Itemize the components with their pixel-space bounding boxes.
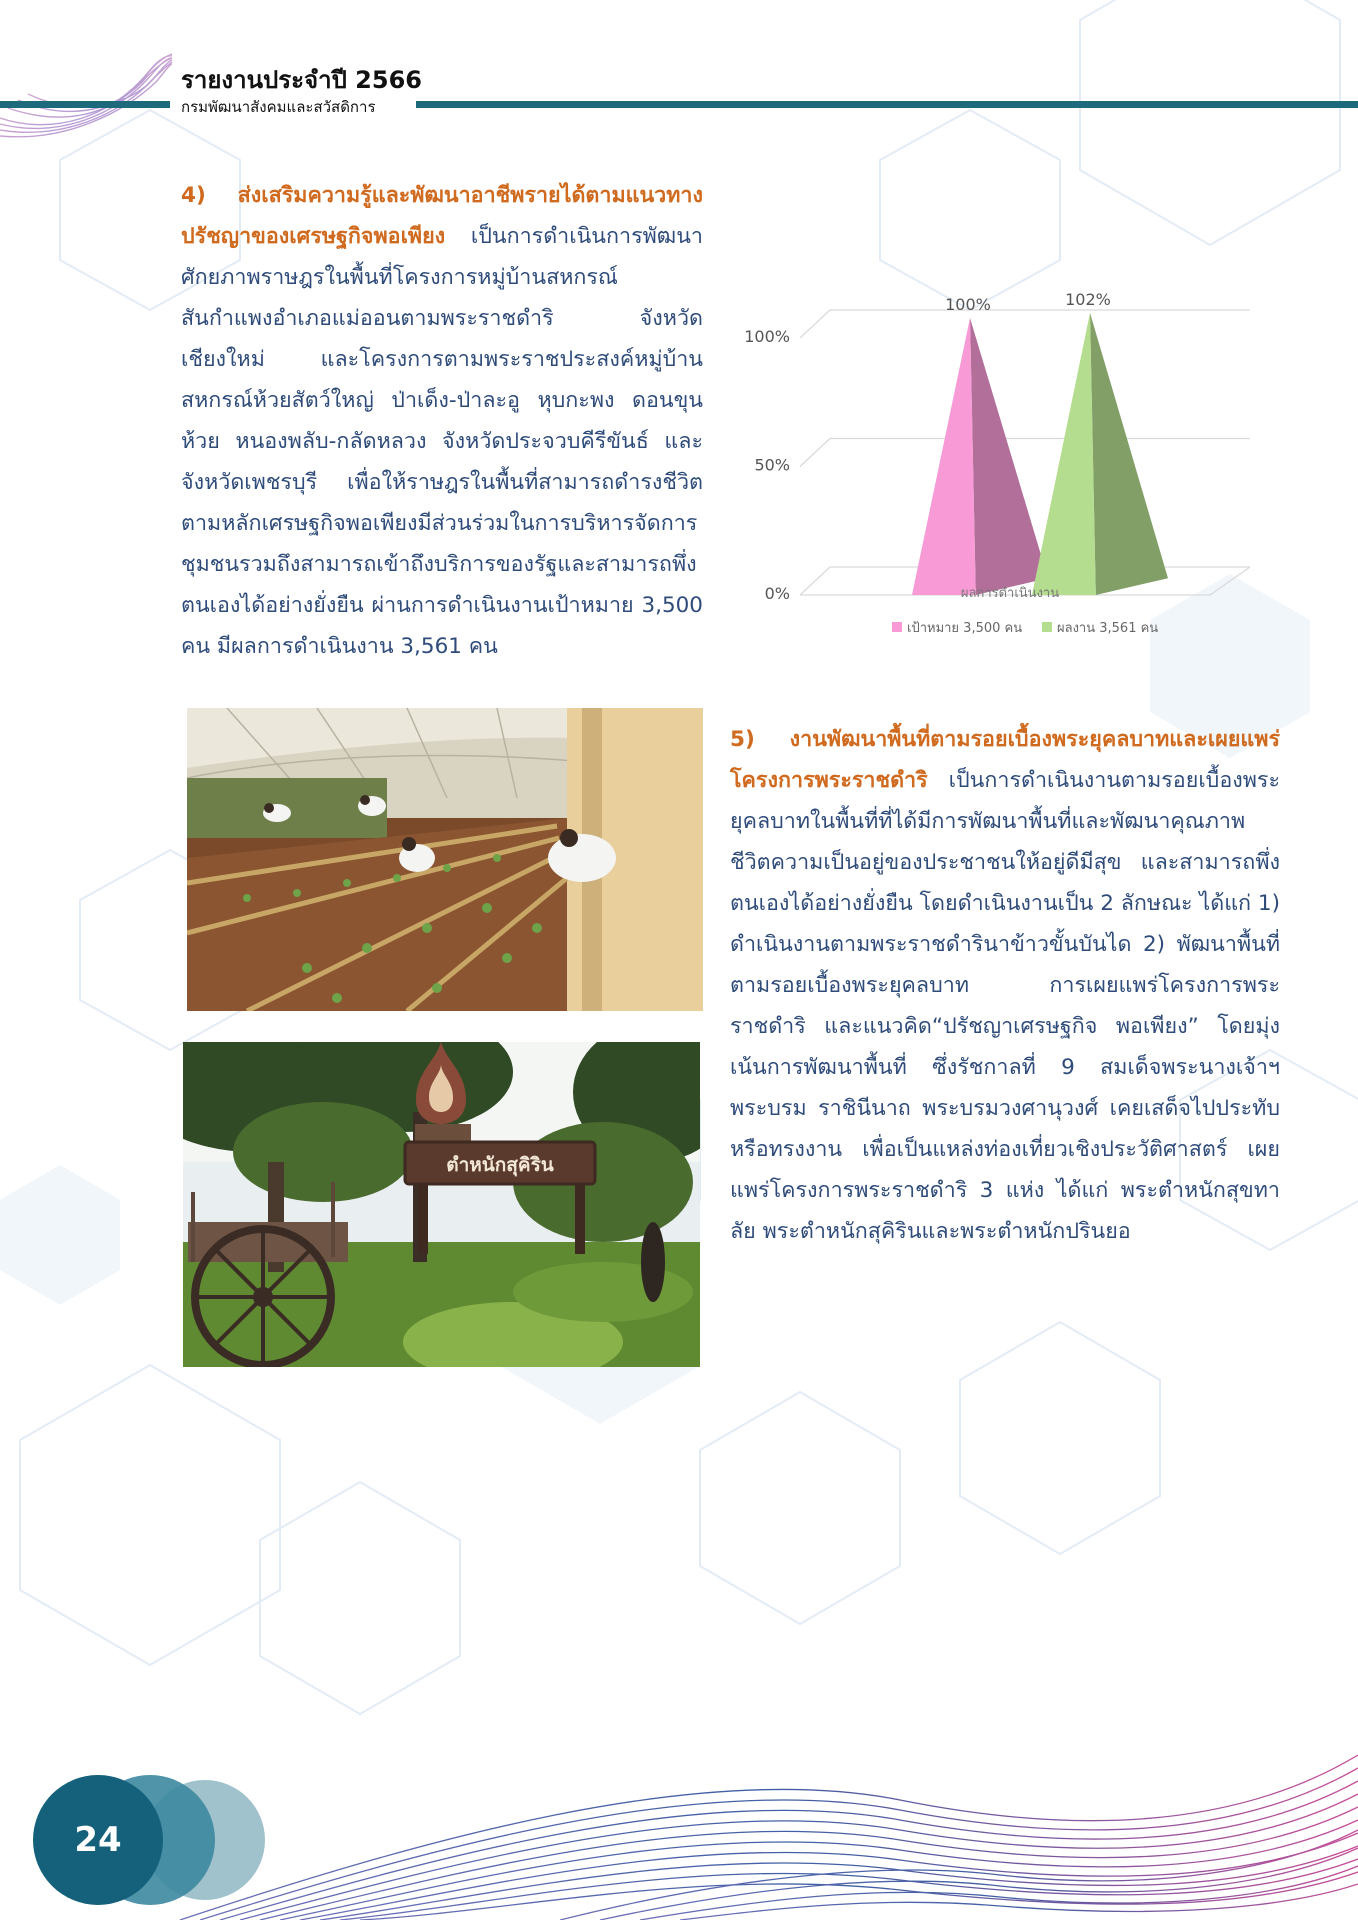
chart-pyramid-front (912, 318, 976, 595)
department-name: กรมพัฒนาสังคมและสวัสดิการ (181, 98, 376, 116)
chart-y-tick-label: 0% (764, 584, 790, 603)
chart-pyramid-side (970, 318, 1048, 595)
chart-y-axis (744, 327, 790, 603)
chart-data-label: 102% (1065, 289, 1111, 309)
report-title: รายงานประจำปี 2566 (181, 66, 422, 94)
chart-legend-swatch (1042, 622, 1052, 632)
section-4-body: เป็นการดำเนินการพัฒนาศักยภาพราษฎรในพื้นที่โครงการหมู่บ้านสหกรณ์สันกำแพงอำเภอแม่ออนตามพระราชดำริ จังหวัดเชียงใหม่ และโครงการตามพระราชประสงค์หมู่บ้านสหกรณ์ห้วยสัตว์ใหญ่ ป่าเด็ง-ป่าละอู หุบกะพง ดอนขุนห้วย หนองพลับ-กลัดหลวง จังหวัดประจวบคีรีขันธ์ และจังหวัดเพชรบุรี เพื่อให้ราษฎรในพื้นที่สามารถดำรงชีวิตตามหลักเศรษฐกิจพอเพียงมีส่วนร่วมในการบริหารจัดการชุมชนรวมถึงสามารถเข้าถึงบริการของรัฐและสามารถพึ่งตนเองได้อย่างยั่งยืน ผ่านการดำเนินงานเป้าหมาย 3,500 คน มีผลการดำเนินงาน 3,561 คน (181, 224, 703, 659)
page-number: 24 (74, 1820, 122, 1860)
chart-legend-swatch (892, 622, 902, 632)
greenhouse-photo (187, 708, 703, 1011)
chart-legend-label: เป้าหมาย 3,500 คน (907, 621, 1023, 636)
garden-sign-text: ตำหนักสุคิริน (446, 1154, 554, 1176)
garden-sign-photo (183, 1042, 700, 1367)
chart-pyramid-side (1090, 313, 1168, 595)
chart-x-label: ผลการดำเนินงาน (960, 586, 1060, 601)
performance-chart (730, 255, 1290, 650)
section-5-paragraph (730, 719, 1280, 1252)
section-5-body: เป็นการดำเนินงานตามรอยเบื้องพระยุคลบาทในพื้นที่ที่ได้มีการพัฒนาพื้นที่และพัฒนาคุณภาพชีวิตความเป็นอยู่ของประชาชนให้อยู่ดีมีสุข และสามารถพึ่งตนเองได้อย่างยั่งยืน โดยดำเนินงานเป็น 2 ลักษณะ ได้แก่ 1) ดำเนินงานตามพระราชดำรินาข้าวขั้นบันได 2) พัฒนาพื้นที่ตามรอยเบื้องพระยุคลบาท การเผยแพร่โครงการพระราชดำริ และแนวคิด“ปรัชญาเศรษฐกิจ พอเพียง” โดยมุ่งเน้นการพัฒนาพื้นที่ ซึ่งรัชกาลที่ 9 สมเด็จพระนางเจ้าฯ พระบรม ราชินีนาถ พระบรมวงศานุวงศ์ เคยเสด็จไปประทับหรือทรงงาน เพื่อเป็นแหล่งท่องเที่ยวเชิงประวัติศาสตร์ เผยแพร่โครงการพระราชดำริ 3 แห่ง ได้แก่ พระตำหนักสุขทาลัย พระตำหนักสุคิรินและพระตำหนักปรินยอ (730, 768, 1280, 1244)
chart-legend (892, 621, 1158, 636)
chart-data-label: 100% (945, 295, 991, 314)
chart-pyramid-front (1032, 313, 1096, 595)
chart-marks (912, 313, 1168, 595)
section-4-paragraph (181, 175, 703, 667)
section-4-heading: 4) ส่งเสริมความรู้และพัฒนาอาชีพรายได้ตามแนวทางปรัชญาของเศรษฐกิจพอเพียง (181, 183, 703, 249)
section-5-heading: 5) งานพัฒนาพื้นที่ตามรอยเบื้องพระยุคลบาทและเผยแพร่โครงการพระราชดำริ (730, 727, 1280, 793)
chart-y-tick-label: 100% (744, 327, 790, 346)
chart-gridline (800, 439, 1250, 467)
chart-legend-label: ผลงาน 3,561 คน (1057, 621, 1159, 636)
chart-y-tick-label: 50% (754, 455, 790, 475)
chart-gridline (800, 310, 1250, 338)
